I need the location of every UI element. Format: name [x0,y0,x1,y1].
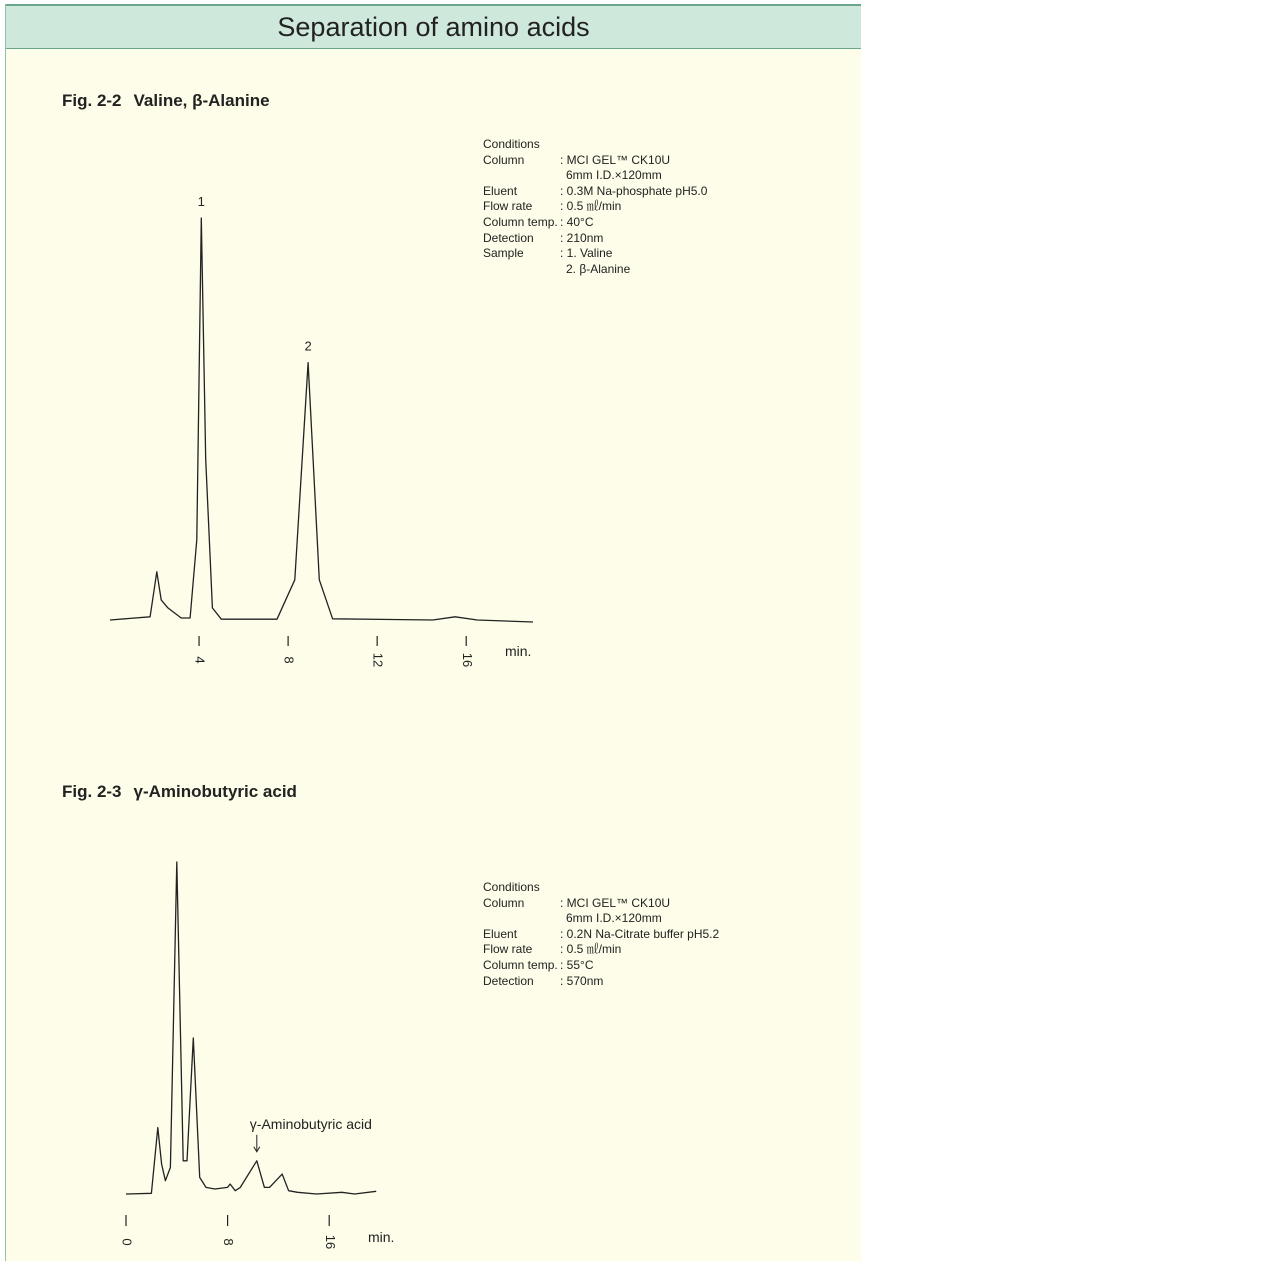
x-axis-label: min. [368,1229,395,1245]
conditions-value: : 210nm [560,230,604,245]
x-tick-label: 8 [221,1238,237,1246]
x-tick-label: 4 [192,656,208,664]
page-title: Separation of amino acids [6,4,861,49]
conditions-value: : 1. Valine [560,246,613,261]
conditions-label: Flow rate [483,942,533,957]
fig-2-2-name: Valine, β-Alanine [133,91,270,110]
chromatogram-trace-1 [110,218,533,622]
x-tick-label: 0 [119,1238,135,1246]
peak-label: 1 [197,194,205,209]
conditions-value: : 0.3M Na-phosphate pH5.0 [560,183,708,198]
peak-label: γ-Aminobutyric acid [249,1115,372,1132]
conditions-label: Column [483,152,525,167]
conditions-label: Detection [483,230,534,245]
conditions-value: : 40°C [560,214,594,229]
chromatogram-trace-2 [126,862,376,1194]
conditions-label: Eluent [483,183,518,198]
conditions-label: Detection [483,973,534,988]
conditions-label: Column temp. [483,214,558,229]
conditions-value: : MCI GEL™ CK10U [560,152,671,167]
conditions-value: 2. β-Alanine [566,261,631,276]
conditions-value: 6mm I.D.×120mm [566,911,662,926]
conditions-label: Eluent [483,926,518,941]
conditions-label: Sample [483,246,524,261]
conditions-label: Column [483,895,525,910]
conditions-value: 6mm I.D.×120mm [566,168,662,183]
fig-2-2-number: Fig. 2-2 [62,91,122,110]
x-axis-label: min. [505,643,532,659]
conditions-label: Flow rate [483,199,533,214]
conditions-value: : 0.5 ㎖/min [560,942,622,957]
conditions-value: : 0.2N Na-Citrate buffer pH5.2 [560,926,720,941]
fig-2-3-number: Fig. 2-3 [62,782,122,801]
fig-2-3-name: γ-Aminobutyric acid [133,782,297,801]
conditions-value: : 0.5 ㎖/min [560,199,622,214]
conditions-heading: Conditions [483,880,540,894]
conditions-value: : 55°C [560,957,594,972]
conditions-value: : 570nm [560,973,604,988]
peak-label: 2 [304,338,312,354]
x-tick-label: 16 [322,1234,338,1250]
x-tick-label: 12 [370,652,386,668]
conditions-heading: Conditions [483,137,540,151]
x-tick-label: 16 [459,652,475,668]
x-tick-label: 8 [281,656,297,664]
conditions-value: : MCI GEL™ CK10U [560,895,671,910]
conditions-label: Column temp. [483,957,558,972]
